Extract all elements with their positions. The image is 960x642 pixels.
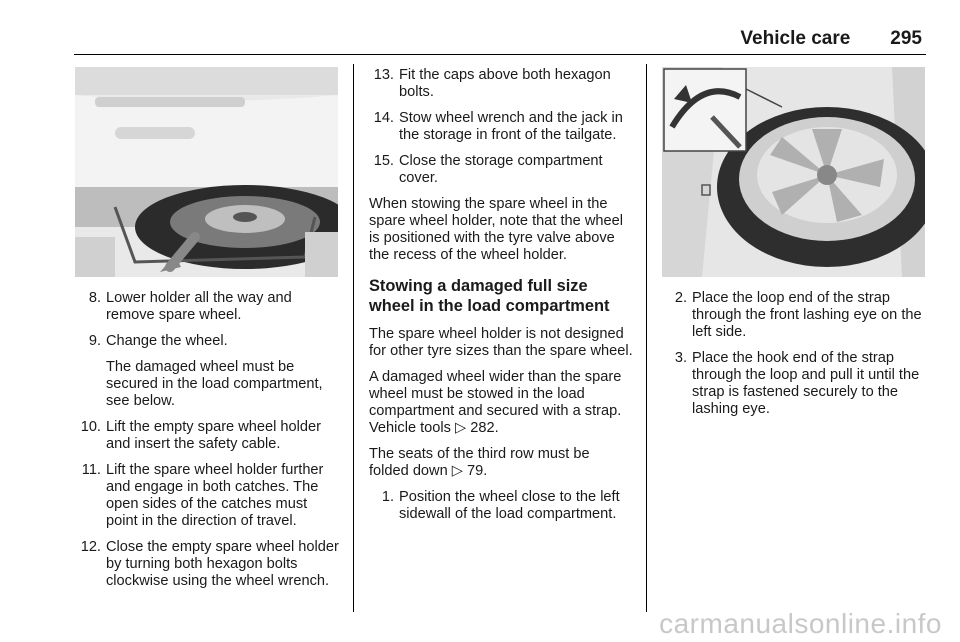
step-number: 2. bbox=[674, 290, 687, 306]
page-number: 295 bbox=[890, 28, 922, 49]
step-text: Fit the caps above both hexagon bolts. bbox=[399, 67, 611, 100]
step-text: Lift the spare wheel holder further and engage in both catches. The open sides of the catches must point in the direction of travel. bbox=[106, 462, 324, 529]
step-number: 8. bbox=[88, 290, 101, 306]
step-text: Lower holder all the way and remove spare wheel. bbox=[106, 290, 292, 323]
step-number: 12. bbox=[80, 539, 101, 555]
page-header bbox=[740, 28, 922, 50]
wheel-load-compartment-figure bbox=[662, 67, 925, 277]
step-number: 1. bbox=[381, 489, 394, 505]
step-text: Change the wheel. bbox=[106, 333, 228, 349]
step-text: Lift the empty spare wheel holder and insert the safety cable. bbox=[106, 419, 321, 452]
step-text: Close the storage compartment cover. bbox=[399, 153, 603, 186]
list-item bbox=[76, 333, 342, 410]
paragraph: A damaged wheel wider than the spare wheel must be stowed in the load compartment and secured with a strap. Vehicle tools ▷ 282. bbox=[369, 369, 622, 436]
step-number: 15. bbox=[373, 153, 394, 169]
column-divider-2 bbox=[646, 64, 647, 612]
paragraph: The seats of the third row must be folded down ▷ 79. bbox=[369, 446, 590, 479]
column-2 bbox=[369, 67, 633, 532]
paragraph: The spare wheel holder is not designed for other tyre sizes than the spare wheel. bbox=[369, 326, 633, 359]
header-rule bbox=[74, 54, 926, 55]
step-number: 11. bbox=[81, 462, 101, 478]
list-item bbox=[369, 67, 633, 101]
step-number: 9. bbox=[88, 333, 101, 349]
section-heading: Stowing a damaged full size wheel in the load compartment bbox=[369, 277, 610, 315]
spare-wheel-holder-figure bbox=[75, 67, 338, 277]
list-item bbox=[76, 539, 342, 590]
list-item bbox=[369, 110, 633, 144]
list-item bbox=[76, 462, 342, 530]
step-number: 3. bbox=[674, 350, 687, 366]
list-item bbox=[369, 489, 633, 523]
list-item bbox=[76, 419, 342, 453]
step-text: Place the hook end of the strap through the loop and pull it until the strap is fastened securely to the lashing eye. bbox=[692, 350, 920, 417]
list-item bbox=[76, 290, 342, 324]
list-item bbox=[662, 350, 926, 418]
step-number: 13. bbox=[373, 67, 394, 83]
column-1 bbox=[76, 290, 342, 599]
step-text: Position the wheel close to the left sidewall of the load compartment. bbox=[399, 489, 620, 522]
list-item bbox=[662, 290, 926, 341]
section-title: Vehicle care bbox=[740, 28, 851, 49]
paragraph: When stowing the spare wheel in the spare wheel holder, note that the wheel is positioned with the tyre valve above the recess of the wheel holder. bbox=[369, 196, 623, 263]
step-note: The damaged wheel must be secured in the load compartment, see below. bbox=[106, 359, 323, 409]
column-3 bbox=[662, 290, 926, 427]
step-text: Stow wheel wrench and the jack in the storage in front of the tailgate. bbox=[399, 110, 623, 143]
list-item bbox=[369, 153, 633, 187]
watermark: carmanualsonline.info bbox=[659, 608, 942, 639]
step-number: 10. bbox=[80, 419, 101, 435]
step-number: 14. bbox=[373, 110, 394, 126]
step-text: Close the empty spare wheel holder by turning both hexagon bolts clockwise using the wheel wrench. bbox=[106, 539, 339, 589]
step-text: Place the loop end of the strap through the front lashing eye on the left side. bbox=[692, 290, 922, 340]
column-divider-1 bbox=[353, 64, 354, 612]
